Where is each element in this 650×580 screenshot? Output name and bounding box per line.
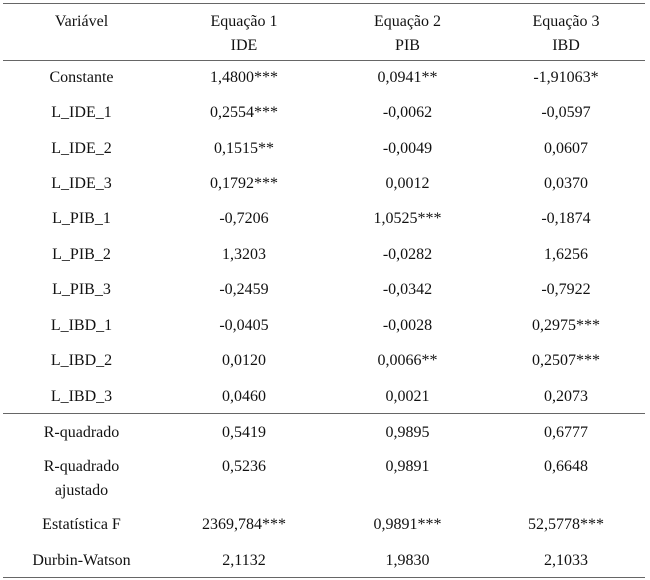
row-eq3-value: 0,0607 [544,140,588,157]
row-variable: L_IDE_1 [51,104,112,121]
header-row [3,10,645,58]
row-eq3-value: 0,2975*** [532,317,600,334]
row-eq2-value: 0,0021 [385,388,430,405]
stat-eq1-value: 2369,784*** [202,516,286,533]
header-variable: Variável [54,13,109,30]
stat-eq3-value: 52,5778*** [528,516,604,533]
row-eq2-value: -0,0049 [382,140,433,157]
row-eq2-value: -0,0342 [382,281,433,298]
row-eq3-value: -0,1874 [541,210,591,227]
row-eq2-value: -0,0062 [382,104,433,121]
stat-label: R-quadrado [43,424,120,441]
stat-eq1-value: 2,1132 [222,552,266,569]
header-equation-2-var: PIB [395,37,420,54]
stat-label: Durbin-Watson [32,552,131,569]
row-variable: L_IBD_1 [50,317,113,334]
stat-eq1-value: 0,5236 [222,458,266,475]
header-equation-1-title: Equação 1 [210,13,278,30]
row-eq1-value: -0,7206 [219,210,269,227]
row-variable: L_IBD_2 [50,352,113,369]
stat-eq3-value: 0,6777 [544,424,588,441]
header-equation-2-title: Equação 2 [373,13,442,30]
header-rule [3,60,645,61]
row-eq1-value: 0,1792*** [210,175,278,192]
row-variable: L_IDE_2 [51,140,112,157]
header-equation-3 [487,10,645,58]
stat-eq2-value: 0,9891*** [373,516,442,533]
stat-eq2-value: 0,9895 [385,424,430,441]
stats-rule [3,413,645,414]
row-eq2-value: 0,0012 [385,175,430,192]
stats-row [3,455,645,503]
row-eq3-value: 0,0370 [544,175,588,192]
stat-eq1-value: 0,5419 [222,424,266,441]
stat-eq3-value: 2,1033 [544,552,588,569]
row-eq1-value: 0,0460 [222,388,266,405]
row-variable: Constante [49,69,114,86]
header-equation-3-var: IBD [552,37,580,54]
row-eq2-value: 0,0066** [377,352,438,369]
row-eq3-value: -0,0597 [541,104,591,121]
stat-label: Estatística F [42,516,121,533]
stat-label [3,455,160,503]
row-variable: L_PIB_1 [52,210,111,227]
header-equation-3-title: Equação 3 [532,13,600,30]
top-rule [3,3,645,4]
header-equation-1-var: IDE [230,37,258,54]
row-variable: L_PIB_2 [52,246,111,263]
row-eq3-value: 1,6256 [544,246,588,263]
row-eq1-value: 0,2554*** [210,104,278,121]
stat-eq3-value: 0,6648 [544,458,588,475]
row-eq2-value: -0,0028 [382,317,433,334]
stat-label-line2: ajustado [54,482,109,499]
row-eq1-value: 1,3203 [222,246,266,263]
row-eq3-value: 0,2507*** [532,352,600,369]
stat-eq2-value: 0,9891 [385,458,430,475]
header-equation-1 [160,10,328,58]
row-eq2-value: 1,0525*** [373,210,442,227]
row-eq1-value: 0,0120 [222,352,266,369]
stat-eq2-value: 1,9830 [385,552,430,569]
row-eq3-value: -1,91063* [533,69,599,86]
row-eq1-value: -0,0405 [219,317,269,334]
stat-label-line1: R-quadrado [43,458,120,475]
row-variable: L_PIB_3 [52,281,111,298]
row-eq1-value: 0,1515** [214,140,274,157]
row-eq3-value: -0,7922 [541,281,591,298]
header-equation-2 [328,10,487,58]
row-variable: L_IBD_3 [50,388,113,405]
row-eq2-value: 0,0941** [377,69,438,86]
row-eq2-value: -0,0282 [382,246,433,263]
bottom-rule [3,577,645,578]
row-eq3-value: 0,2073 [544,388,588,405]
row-variable: L_IDE_3 [51,175,112,192]
row-eq1-value: 1,4800*** [210,69,278,86]
row-eq1-value: -0,2459 [219,281,269,298]
